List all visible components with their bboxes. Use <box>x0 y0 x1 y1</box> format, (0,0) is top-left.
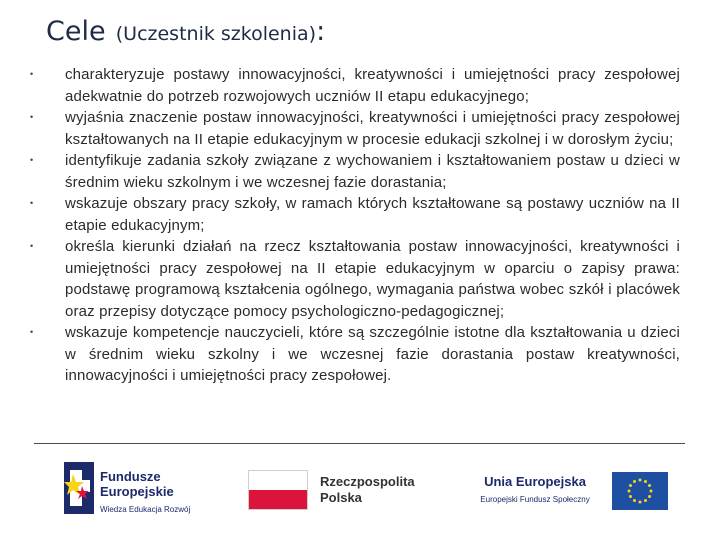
objective-text: określa kierunki działań na rzecz kształtowania postaw innowacyjności, kreatywności i umiejętności pracy zespołowej na II etapie edukacyjnym w oparciu o zapisy prawa: podstawę programową kształcenia ogólnego, wymagania państwa wobec szkół i placówek oraz przepisy dotyczące pomocy psychologiczno-pedagogicznej; <box>65 238 680 320</box>
bullet-icon: • <box>30 112 34 122</box>
fe-star-icon <box>64 462 94 514</box>
fundusze-europejskie-logo <box>64 462 214 514</box>
footer-divider <box>34 443 685 444</box>
eu-star <box>644 499 647 502</box>
list-item <box>30 150 680 193</box>
objectives-list <box>30 64 680 387</box>
unia-europejska-logo <box>460 472 710 516</box>
eu-star <box>648 495 651 498</box>
title-colon: : <box>316 16 326 47</box>
objective-text: wskazuje kompetencje nauczycieli, które są szczególnie istotne dla kształtowania u dzieci w średnim wieku szkolny i we wczesnej fazie dorastania postaw kreatywności, innowacyjności i umiejętności pracy zespołowej. <box>65 324 680 384</box>
bullet-icon: • <box>30 198 34 208</box>
bullet-icon: • <box>30 241 34 251</box>
eu-star <box>650 490 653 493</box>
list-item <box>30 193 680 236</box>
eu-star <box>633 480 636 483</box>
fe-logo-name: Fundusze Europejskie <box>100 469 174 499</box>
eu-star <box>628 490 631 493</box>
list-item <box>30 236 680 322</box>
eu-star <box>648 484 651 487</box>
eu-star <box>639 479 642 482</box>
list-item <box>30 107 680 150</box>
eu-star <box>639 501 642 504</box>
polish-flag-icon <box>248 470 308 510</box>
objective-text: charakteryzuje postawy innowacyjności, kreatywności i umiejętności pracy zespołowej adekwatnie do potrzeb rozwojowych uczniów II etapu edukacyjnego; <box>65 66 680 105</box>
bullet-icon: • <box>30 327 34 337</box>
ue-logo-fund: Europejski Fundusz Społeczny <box>480 495 590 504</box>
ue-logo-name: Unia Europejska <box>484 474 586 489</box>
bullet-icon: • <box>30 69 34 79</box>
objective-text: identyfikuje zadania szkoły związane z wychowaniem i kształtowaniem postaw u dzieci w średnim wieku szkolnym i we wczesnej fazie dorastania; <box>65 152 680 191</box>
objective-text: wyjaśnia znaczenie postaw innowacyjności, kreatywności i umiejętności pracy zespołowej kształtowanych na II etapie edukacyjnym w procesie edukacji szkolnej i w dorosłym życiu; <box>65 109 680 148</box>
eu-star <box>629 495 632 498</box>
eu-star <box>629 484 632 487</box>
rp-logo-name: Rzeczpospolita Polska <box>320 474 415 505</box>
eu-flag-icon <box>612 472 668 510</box>
bullet-icon: • <box>30 155 34 165</box>
list-item <box>30 322 680 387</box>
title-subtitle: (Uczestnik szkolenia) <box>115 23 317 45</box>
title-main: Cele <box>46 16 106 47</box>
eu-star <box>633 499 636 502</box>
list-item <box>30 64 680 107</box>
eu-star <box>644 480 647 483</box>
page-title <box>46 10 325 48</box>
rzeczpospolita-polska-logo <box>248 468 438 516</box>
objective-text: wskazuje obszary pracy szkoły, w ramach których kształtowane są postawy uczniów na II etapie edukacyjnym; <box>65 195 680 234</box>
fe-logo-program: Wiedza Edukacja Rozwój <box>100 505 191 514</box>
